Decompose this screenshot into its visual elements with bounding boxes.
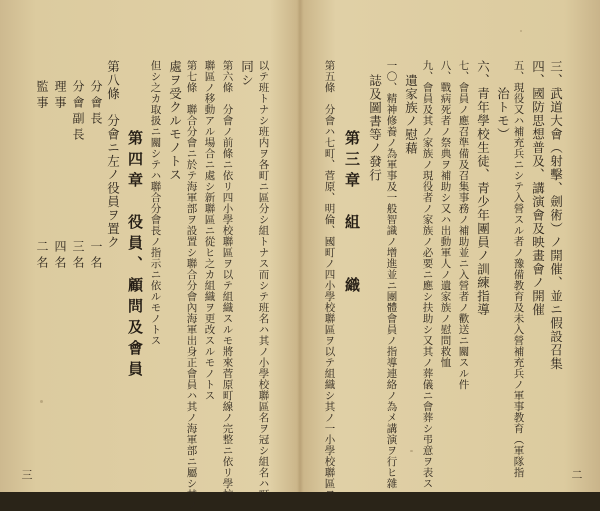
paper-speck bbox=[410, 450, 413, 452]
officer-count-1: 一名 bbox=[89, 240, 103, 272]
officer-count-2: 三名 bbox=[71, 240, 85, 272]
officer-title-3: 理事 bbox=[53, 80, 67, 112]
paper-speck bbox=[40, 400, 43, 403]
article-5: 第五條 分會ハ七町、菅原、明倫、國町ノ四小學校聯區ヲ以テ組織シ其ノ一小學校聯區ヲ bbox=[323, 60, 336, 500]
left-col-6: 處ヲ受クルモノトス bbox=[167, 60, 183, 182]
paper-speck bbox=[520, 30, 522, 32]
right-col-5: 六、青年學校生徒、青少年團員ノ訓練指導 bbox=[475, 60, 491, 317]
officer-count-4: 二名 bbox=[35, 240, 49, 272]
right-col-4: 治トモ） bbox=[495, 60, 511, 141]
right-col-9: 遺家族ノ慰藉 bbox=[403, 74, 419, 155]
article-7: 第七條 聯合分會ニ於テ海軍部ヲ設置シ聯合分會內海軍出身正會員ハ其ノ海軍部ニ屬シ其ノ bbox=[185, 60, 198, 511]
right-col-3: 五、現役又ハ補充兵ニシテ入營スル者ノ豫備教育及未入營補充兵ノ軍事教育（軍隊指 bbox=[512, 60, 525, 478]
left-col-7: 但シ之カ取扱ニ關シテハ聯合分會長ノ指示ニ依ルモノトス bbox=[149, 60, 162, 346]
officer-title-2: 分會副長 bbox=[71, 80, 85, 144]
left-col-4: 聯區ノ移動アル場合ニ處シ新聯區ニ從ヒ之カ組織ヲ更改スルモノトス bbox=[203, 60, 216, 401]
right-col-11: 誌及圖書等ノ發行 bbox=[367, 74, 383, 182]
left-col-1: 以テ班トナシ班内ヲ各町ニ區分シ組トナス而シテ班名ハ其ノ小學校聯區名ヲ冠シ組名ハ町 bbox=[257, 60, 270, 500]
chapter-3-heading: 第三章 組 織 bbox=[343, 130, 361, 298]
right-col-10: 一〇、精神修養ノ為軍事及一般智識ノ增進並ニ團體會員ノ指導連絡ノ為メ講演ヲ行ヒ雜 bbox=[385, 60, 398, 489]
page-number-left: 三 bbox=[20, 469, 33, 480]
left-col-2: 同シ bbox=[239, 60, 255, 87]
officer-title-1: 分會長 bbox=[89, 80, 103, 128]
article-8: 第八條 分會ニ左ノ役員ヲ置ク bbox=[105, 60, 121, 249]
right-col-7: 八、戰病死者ノ祭典ヲ補助シ又ハ出動軍人ノ遺家族ノ慰問救恤 bbox=[439, 60, 452, 368]
right-col-2: 四、國防思想普及、講演會及映畫會ノ開催 bbox=[530, 60, 546, 317]
right-col-8: 九、會員及其ノ家族ノ現役者ノ家族ノ必要ニ應シ扶助シ又其ノ葬儀ニ會葬シ弔意ヲ表ス bbox=[421, 60, 434, 489]
right-col-1: 三、武道大會（射擊、劍術）ノ開催、並ニ假設召集 bbox=[548, 60, 564, 371]
officer-title-4: 監事 bbox=[35, 80, 49, 112]
page-number-right: 二 bbox=[570, 469, 583, 480]
chapter-4-heading: 第四章 役員、顧問及會員 bbox=[126, 130, 144, 382]
article-6: 第六條 分會ノ前條ニ依リ四小學校聯區ヲ以テ組織スルモ將來菅原町線ノ完整ニ依リ學校 bbox=[221, 60, 234, 500]
officer-count-3: 四名 bbox=[53, 240, 67, 272]
right-page bbox=[300, 0, 600, 500]
right-col-6: 七、會員ノ應召準備及召集事務ノ補助並ニ入營者ノ歡送ニ關スル件 bbox=[457, 60, 470, 390]
